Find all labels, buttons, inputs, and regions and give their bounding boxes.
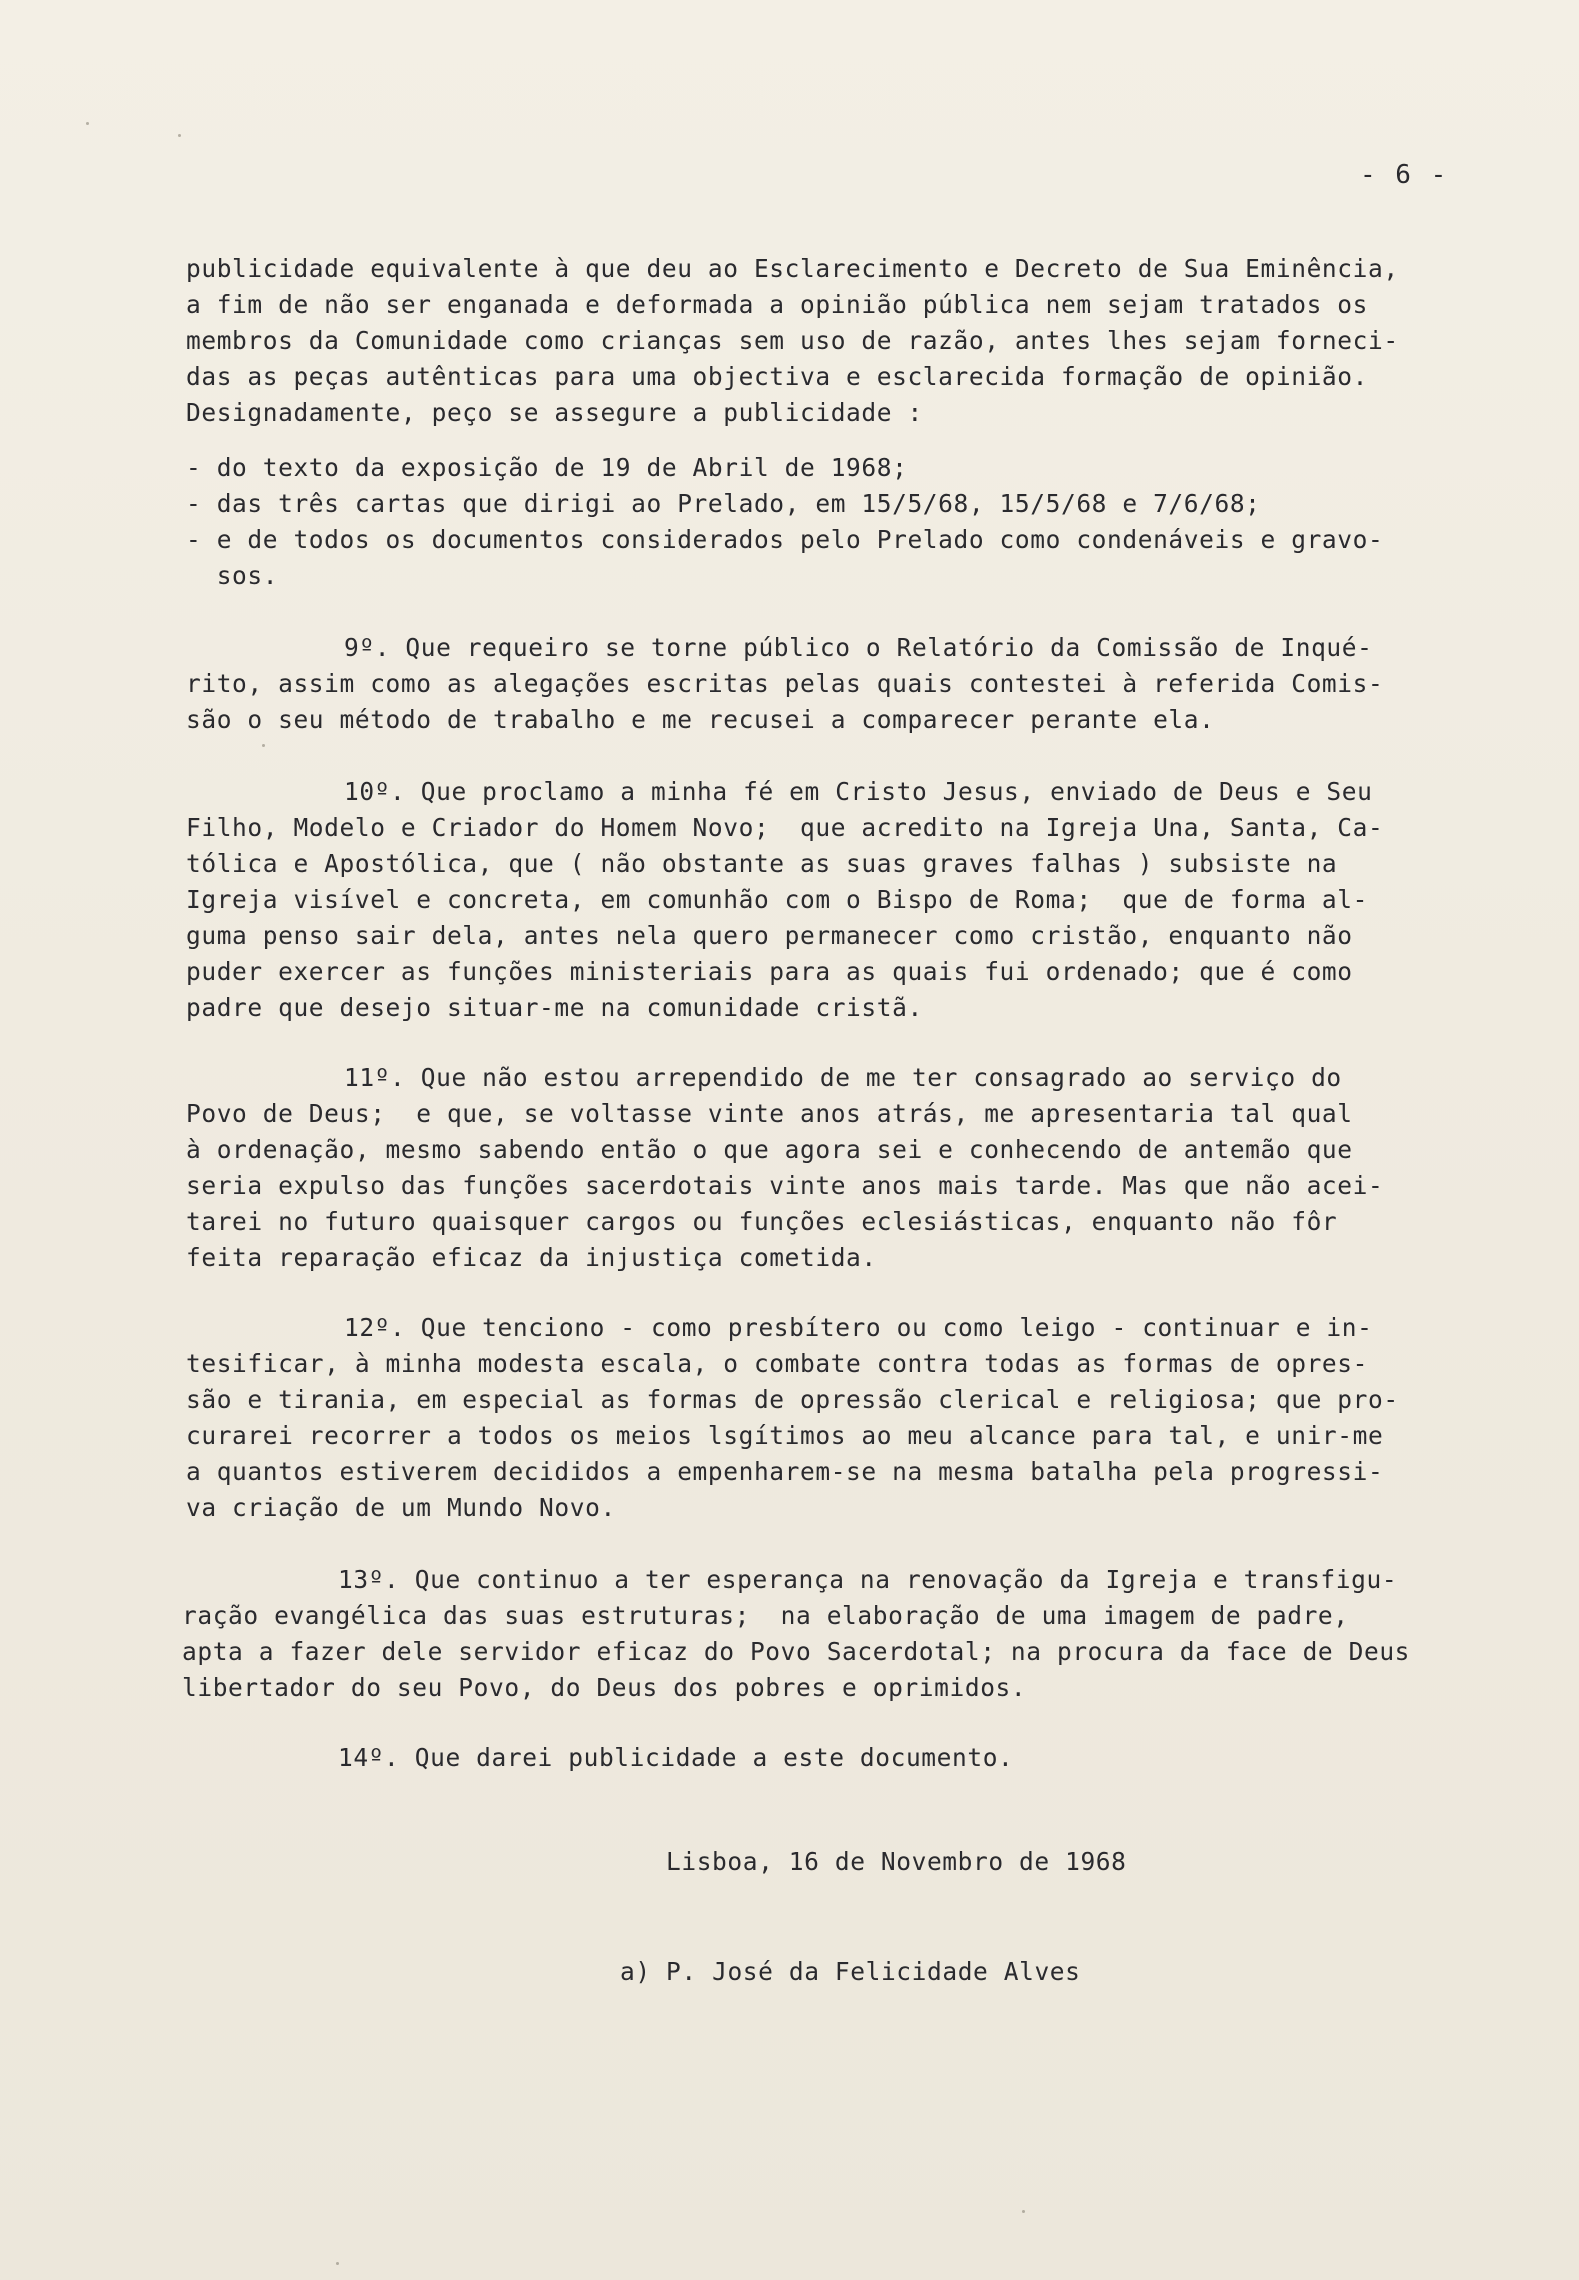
paragraph-11-line: Povo de Deus; e que, se voltasse vinte anos atrás, me apresentaria tal qual — [186, 1099, 1353, 1128]
paper-speck — [262, 744, 265, 747]
paragraph-9-line: são o seu método de trabalho e me recusei a comparecer perante ela. — [186, 705, 1215, 734]
text-line: membros da Comunidade como crianças sem uso de razão, antes lhes sejam forneci- — [186, 326, 1399, 355]
page-number: - 6 - — [1360, 160, 1449, 190]
paragraph-11-line: seria expulso das funções sacerdotais vinte anos mais tarde. Mas que não acei- — [186, 1171, 1384, 1200]
paragraph-10-line: Igreja visível e concreta, em comunhão com o Bispo de Roma; que de forma al- — [186, 885, 1368, 914]
paragraph-12-line: a quantos estiverem decididos a empenharem-se na mesma batalha pela progressi- — [186, 1457, 1384, 1486]
paragraph-11-line: 11º. Que não estou arrependido de me ter consagrado ao serviço do — [344, 1063, 1342, 1092]
paragraph-11-line: feita reparação eficaz da injustiça cometida. — [186, 1243, 877, 1272]
text-line: publicidade equivalente à que deu ao Esclarecimento e Decreto de Sua Eminência, — [186, 254, 1399, 283]
list-item: - das três cartas que dirigi ao Prelado, em 15/5/68, 15/5/68 e 7/6/68; — [186, 489, 1261, 518]
paragraph-12-line: tesificar, à minha modesta escala, o combate contra todas as formas de opres- — [186, 1349, 1368, 1378]
paragraph-10-line: 10º. Que proclamo a minha fé em Cristo Jesus, enviado de Deus e Seu — [344, 777, 1373, 806]
paragraph-9-line: rito, assim como as alegações escritas pelas quais contestei à referida Comis- — [186, 669, 1384, 698]
paragraph-12-line: 12º. Que tenciono - como presbítero ou como leigo - continuar e in- — [344, 1313, 1373, 1342]
paragraph-12-line: são e tirania, em especial as formas de opressão clerical e religiosa; que pro- — [186, 1385, 1399, 1414]
paper-speck — [336, 2262, 339, 2265]
paragraph-10-line: puder exercer as funções ministeriais para as quais fui ordenado; que é como — [186, 957, 1353, 986]
paragraph-11-line: tarei no futuro quaisquer cargos ou funções eclesiásticas, enquanto não fôr — [186, 1207, 1338, 1236]
list-item: - do texto da exposição de 19 de Abril de 1968; — [186, 453, 908, 482]
paragraph-10-line: guma penso sair dela, antes nela quero permanecer como cristão, enquanto não — [186, 921, 1353, 950]
text-line: das as peças autênticas para uma objectiva e esclarecida formação de opinião. — [186, 362, 1368, 391]
paragraph-14-line: 14º. Que darei publicidade a este documento. — [338, 1743, 1014, 1772]
paragraph-13-line: ração evangélica das suas estruturas; na elaboração de uma imagem de padre, — [182, 1601, 1349, 1630]
paper-speck — [178, 134, 181, 137]
list-item: sos. — [186, 561, 279, 590]
paragraph-13-line: libertador do seu Povo, do Deus dos pobres e oprimidos. — [182, 1673, 1027, 1702]
paper-speck — [86, 122, 89, 125]
paragraph-13-line: 13º. Que continuo a ter esperança na renovação da Igreja e transfigu- — [338, 1565, 1398, 1594]
paragraph-10-line: Filho, Modelo e Criador do Homem Novo; que acredito na Igreja Una, Santa, Ca- — [186, 813, 1384, 842]
paragraph-12-line: curarei recorrer a todos os meios lsgítimos ao meu alcance para tal, e unir-me — [186, 1421, 1384, 1450]
text-line: a fim de não ser enganada e deformada a opinião pública nem sejam tratados os — [186, 290, 1368, 319]
paragraph-12-line: va criação de um Mundo Novo. — [186, 1493, 616, 1522]
text-line: Designadamente, peço se assegure a publicidade : — [186, 398, 923, 427]
paragraph-10-line: padre que desejo situar-me na comunidade cristã. — [186, 993, 923, 1022]
paragraph-9-line: 9º. Que requeiro se torne público o Relatório da Comissão de Inqué- — [344, 633, 1373, 662]
paragraph-13-line: apta a fazer dele servidor eficaz do Povo Sacerdotal; na procura da face de Deus — [182, 1637, 1411, 1666]
paper-speck — [1022, 2210, 1025, 2213]
signature-line: a) P. José da Felicidade Alves — [620, 1957, 1081, 1986]
paragraph-11-line: à ordenação, mesmo sabendo então o que agora sei e conhecendo de antemão que — [186, 1135, 1353, 1164]
list-item: - e de todos os documentos considerados pelo Prelado como condenáveis e gravo- — [186, 525, 1384, 554]
paragraph-10-line: tólica e Apostólica, que ( não obstante as suas graves falhas ) subsiste na — [186, 849, 1338, 878]
place-date: Lisboa, 16 de Novembro de 1968 — [666, 1847, 1127, 1876]
